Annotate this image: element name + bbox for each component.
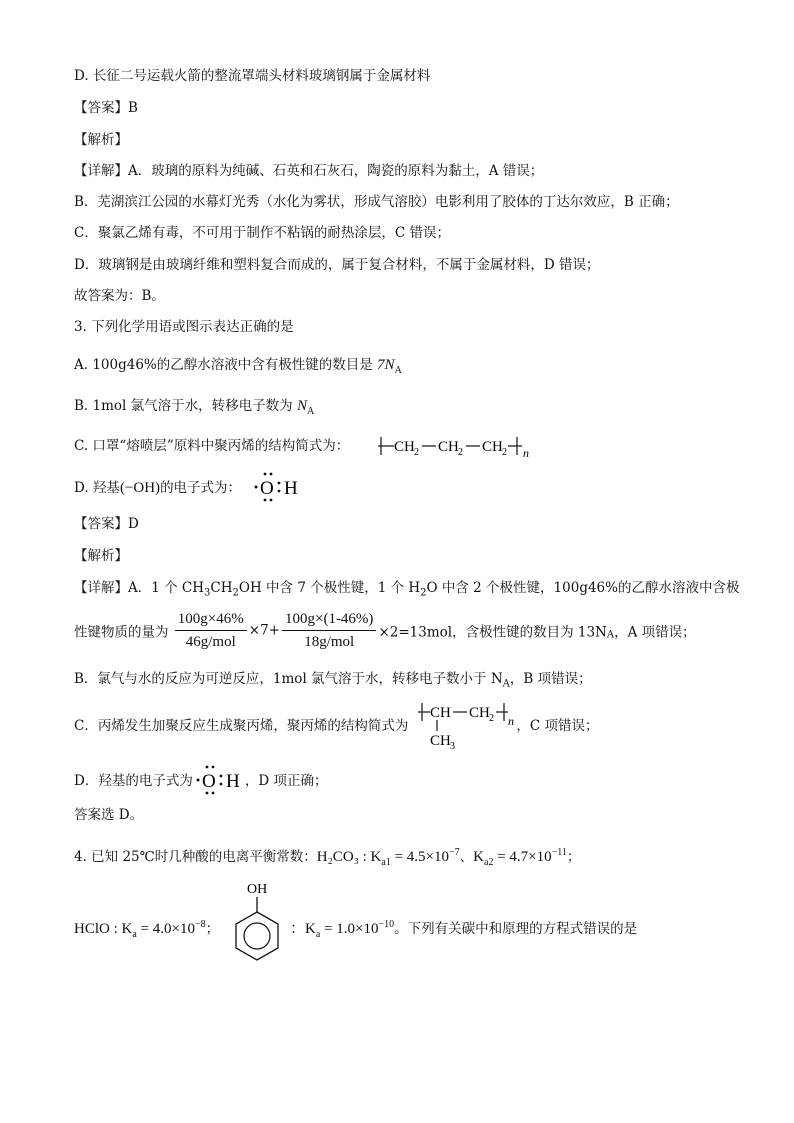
detail-d: D．玻璃钢是由玻璃纤维和塑料复合而成的，属于复合材料，不属于金属材料，D 错误； — [74, 257, 600, 273]
analysis-label: 【解析】 — [74, 132, 128, 148]
svg-text:n: n — [508, 714, 514, 728]
svg-text:3: 3 — [450, 741, 455, 750]
phenol-structure — [230, 878, 290, 970]
conclusion: 故答案为：B。 — [74, 288, 165, 304]
svg-text:2: 2 — [502, 447, 507, 458]
ch2-group-2: CH — [438, 439, 459, 455]
detail-3c: C．丙烯发生加聚反应生成聚丙烯，聚丙烯的结构简式为 ，C 项错误； — [74, 718, 599, 734]
answer-choice-d: 答案选 D。 — [74, 807, 144, 823]
ch2-group: CH — [469, 705, 490, 721]
ch3-group: CH — [430, 733, 451, 749]
svg-text:2: 2 — [489, 713, 494, 724]
svg-text:O: O — [202, 771, 216, 792]
polypropylene-formula — [416, 698, 526, 750]
svg-text:n: n — [523, 446, 529, 460]
q3-option-a: A. 100g46%的乙醇水溶液中含有极性键的数目是 $7N_A$ — [74, 357, 402, 376]
question-4-line2-tail: ：$K_a = 1.0\times 10^{-10}$。下列有关碳中和原理的方程式错误的是 — [290, 919, 638, 940]
answer-label-3: 【答案】D — [74, 516, 139, 532]
analysis-label-3: 【解析】 — [74, 548, 128, 564]
detail-c: C．聚氯乙烯有毒，不可用于制作不粘锅的耐热涂层，C 错误； — [74, 225, 450, 241]
oxygen-atom: O — [260, 478, 274, 499]
answer-label: 【答案】B — [74, 100, 138, 116]
polymer-formula-wrong — [372, 428, 552, 462]
detail-b: B．芜湖滨江公园的水幕灯光秀（水化为雾状，形成气溶胶）电影利用了胶体的丁达尔效应，B 正确； — [74, 194, 679, 210]
ch-group: CH — [430, 705, 451, 721]
detail-3a-line1: 【详解】A．1 个 $CH_3CH_2OH$ 中含 7 个极性键，1 个 $H_2O$ 中含 2 个极性键，100g46%的乙醇水溶液中含极 — [74, 580, 740, 599]
hydroxyl-electron-formula-answer — [194, 763, 246, 797]
fraction-ethanol: $\frac{100g\times 46\%}{\text{46g/mol}}$ — [175, 610, 247, 651]
q3-option-d: D. 羟基(−OH)的电子式为： — [74, 480, 242, 496]
detail-3d: D．羟基的电子式为 ，D 项正确； — [74, 773, 328, 789]
option-d-line: D. 长征二号运载火箭的整流罩端头材料玻璃钢属于金属材料 — [74, 68, 431, 84]
q3-option-c: C. 口罩“熔喷层”原料中聚丙烯的结构简式为： — [74, 438, 350, 454]
svg-text:H: H — [226, 771, 240, 792]
phenol-oh: OH — [247, 882, 268, 897]
question-3: 3. 下列化学用语或图示表达正确的是 — [74, 319, 294, 335]
detail-a: 【详解】A．玻璃的原料为纯碱、石英和石灰石，陶瓷的原料为黏土，A 错误； — [74, 163, 544, 179]
detail-3a-line2: 性键物质的量为 $\frac{100g\times 46\%}{\text{46g/mol}}$ ×7+ $\frac{100g\times(1-46\%)}{\text{18g/mol}}$ ×2=13mol，含极性键的数目为 $13N_A$，A 项错误； — [74, 611, 696, 650]
svg-text:2: 2 — [458, 447, 463, 458]
ch2-group-1: CH — [394, 439, 415, 455]
hydrogen-atom: H — [284, 478, 298, 499]
fraction-water: $\frac{100g\times(1-46\%)}{\text{18g/mol}}$ — [282, 610, 376, 651]
svg-text:2: 2 — [414, 447, 419, 458]
ch2-group-3: CH — [482, 439, 503, 455]
question-4-line2: HClO : $K_a = 4.0\times 10^{-8}$； — [74, 919, 220, 940]
detail-3b: B．氯气与水的反应为可逆反应，1mol 氯气溶于水，转移电子数小于 $N_A$，B 项错误； — [74, 671, 592, 690]
question-4: 4. 已知 25℃时几种酸的电离平衡常数：H₂CO₃ : $K_{a1} = 4.5\times 10^{-7}$、$K_{a2} = 4.7\times 10^{-11}$； — [74, 847, 581, 868]
q3-option-b: B. 1mol 氯气溶于水，转移电子数为 $N_A$ — [74, 398, 315, 417]
hydroxyl-electron-formula — [250, 470, 310, 504]
